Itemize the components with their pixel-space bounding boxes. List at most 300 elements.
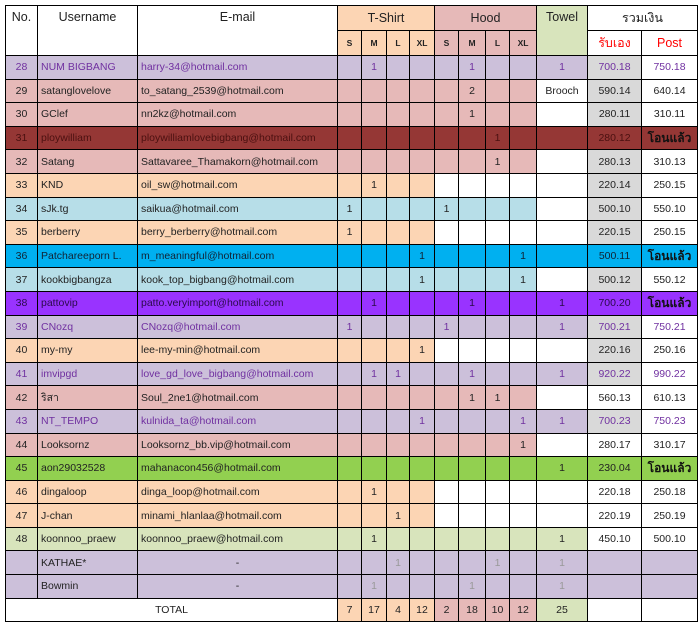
tshirt-m-qty: 1 [362, 575, 387, 599]
receive-amount: 700.20 [588, 291, 642, 315]
tshirt-s-qty [338, 457, 362, 481]
hood-xl-qty [510, 79, 537, 103]
hood-s-qty [435, 244, 459, 268]
row-username: sJk.tg [38, 197, 138, 221]
total-row [6, 598, 698, 622]
hood-xl-qty [510, 575, 537, 599]
tshirt-l-qty [387, 527, 410, 551]
hood-l-qty [486, 197, 510, 221]
hood-m-qty [459, 244, 486, 268]
hood-l-qty [486, 291, 510, 315]
hood-xl-qty [510, 339, 537, 363]
hood-xl-qty: 1 [510, 433, 537, 457]
paid-status: โอนแล้ว [642, 291, 698, 315]
hood-l-qty [486, 433, 510, 457]
row-email: love_gd_love_bigbang@hotmail.com [138, 362, 338, 386]
row-email: kook_top_bigbang@hotmail.com [138, 268, 338, 292]
towel-qty: 1 [537, 291, 588, 315]
paid-status: โอนแล้ว [642, 126, 698, 150]
receive-amount: 280.17 [588, 433, 642, 457]
towel-qty [537, 433, 588, 457]
post-amount: 310.17 [642, 433, 698, 457]
tshirt-m-qty [362, 339, 387, 363]
tshirt-m-qty: 1 [362, 291, 387, 315]
table-row[interactable] [6, 79, 698, 103]
table-row[interactable] [6, 504, 698, 528]
row-username: KND [38, 173, 138, 197]
tshirt-xl-qty [410, 551, 435, 575]
tshirt-m-qty [362, 197, 387, 221]
hood-s-qty: 1 [435, 315, 459, 339]
tshirt-xl-qty: 1 [410, 339, 435, 363]
row-email: saikua@hotmail.com [138, 197, 338, 221]
hood-s-qty [435, 291, 459, 315]
hood-xl-qty: 1 [510, 409, 537, 433]
table-row[interactable] [6, 197, 698, 221]
hood-l-qty [486, 362, 510, 386]
table-row[interactable] [6, 173, 698, 197]
tshirt-l-qty [387, 197, 410, 221]
tshirt-l-qty [387, 221, 410, 245]
receive-amount [588, 575, 642, 599]
row-email: berry_berberry@hotmail.com [138, 221, 338, 245]
tshirt-xl-qty [410, 386, 435, 410]
header-hood-m: M [459, 31, 486, 56]
hood-s-qty [435, 268, 459, 292]
hood-m-qty [459, 480, 486, 504]
hood-xl-qty [510, 457, 537, 481]
hood-l-qty [486, 575, 510, 599]
tshirt-l-qty [387, 150, 410, 174]
hood-l-qty [486, 315, 510, 339]
hood-xl-qty: 1 [510, 244, 537, 268]
hood-l-qty [486, 221, 510, 245]
row-username: pattovip [38, 291, 138, 315]
hood-s-qty [435, 433, 459, 457]
row-number: 45 [6, 457, 38, 481]
tshirt-s-qty: 1 [338, 315, 362, 339]
table-row[interactable] [6, 386, 698, 410]
row-number: 40 [6, 339, 38, 363]
tshirt-l-qty [387, 103, 410, 127]
row-email: CNozq@hotmail.com [138, 315, 338, 339]
tshirt-m-qty [362, 386, 387, 410]
tshirt-l-qty [387, 56, 410, 80]
receive-amount: 220.14 [588, 173, 642, 197]
total-hood-xl: 12 [510, 598, 537, 622]
tshirt-l-qty [387, 244, 410, 268]
post-amount: 750.18 [642, 56, 698, 80]
hood-xl-qty [510, 221, 537, 245]
row-username: dingaloop [38, 480, 138, 504]
row-number: 42 [6, 386, 38, 410]
tshirt-xl-qty [410, 433, 435, 457]
tshirt-xl-qty [410, 150, 435, 174]
receive-amount [588, 551, 642, 575]
hood-s-qty [435, 126, 459, 150]
hood-xl-qty [510, 504, 537, 528]
receive-amount: 700.21 [588, 315, 642, 339]
tshirt-s-qty [338, 150, 362, 174]
towel-qty: 1 [537, 315, 588, 339]
hood-s-qty [435, 551, 459, 575]
tshirt-s-qty [338, 244, 362, 268]
tshirt-m-qty [362, 409, 387, 433]
tshirt-m-qty: 1 [362, 527, 387, 551]
tshirt-m-qty [362, 150, 387, 174]
tshirt-m-qty [362, 221, 387, 245]
tshirt-xl-qty [410, 221, 435, 245]
hood-l-qty [486, 103, 510, 127]
row-number: 28 [6, 56, 38, 80]
row-username: kookbigbangza [38, 268, 138, 292]
table-row[interactable] [6, 291, 698, 315]
receive-amount: 220.15 [588, 221, 642, 245]
receive-amount: 560.13 [588, 386, 642, 410]
table-row[interactable] [6, 126, 698, 150]
tshirt-m-qty [362, 268, 387, 292]
towel-qty [537, 221, 588, 245]
tshirt-s-qty [338, 362, 362, 386]
header-hood-s: S [435, 31, 459, 56]
towel-qty: 1 [537, 457, 588, 481]
total-post-empty [642, 598, 698, 622]
tshirt-xl-qty: 1 [410, 244, 435, 268]
table-row[interactable] [6, 315, 698, 339]
hood-xl-qty [510, 386, 537, 410]
hood-l-qty [486, 56, 510, 80]
hood-xl-qty [510, 315, 537, 339]
towel-qty [537, 268, 588, 292]
tshirt-s-qty [338, 173, 362, 197]
table-row[interactable] [6, 551, 698, 575]
tshirt-xl-qty: 1 [410, 268, 435, 292]
header-hood: Hood [435, 6, 537, 31]
row-number [6, 551, 38, 575]
hood-xl-qty [510, 197, 537, 221]
hood-l-qty [486, 339, 510, 363]
row-email: harry-34@hotmail.com [138, 56, 338, 80]
row-email: - [138, 575, 338, 599]
hood-s-qty [435, 221, 459, 245]
towel-qty [537, 197, 588, 221]
receive-amount: 230.04 [588, 457, 642, 481]
tshirt-l-qty [387, 79, 410, 103]
towel-qty: 1 [537, 409, 588, 433]
paid-status: โอนแล้ว [642, 244, 698, 268]
tshirt-l-qty: 1 [387, 551, 410, 575]
tshirt-xl-qty [410, 197, 435, 221]
total-tshirt-xl: 12 [410, 598, 435, 622]
post-amount: 550.10 [642, 197, 698, 221]
tshirt-s-qty [338, 527, 362, 551]
row-username: aon29032528 [38, 457, 138, 481]
tshirt-l-qty [387, 409, 410, 433]
hood-s-qty [435, 56, 459, 80]
tshirt-xl-qty [410, 315, 435, 339]
table-row[interactable] [6, 150, 698, 174]
table-row[interactable] [6, 339, 698, 363]
row-number [6, 575, 38, 599]
header-hood-xl: XL [510, 31, 537, 56]
table-row[interactable] [6, 575, 698, 599]
table-row[interactable] [6, 457, 698, 481]
hood-s-qty [435, 504, 459, 528]
post-amount: 250.16 [642, 339, 698, 363]
hood-m-qty: 1 [459, 56, 486, 80]
tshirt-l-qty [387, 126, 410, 150]
tshirt-xl-qty [410, 173, 435, 197]
header-post: Post [642, 31, 698, 56]
total-hood-l: 10 [486, 598, 510, 622]
hood-m-qty [459, 457, 486, 481]
tshirt-m-qty [362, 551, 387, 575]
tshirt-l-qty: 1 [387, 362, 410, 386]
towel-qty [537, 173, 588, 197]
tshirt-l-qty [387, 457, 410, 481]
tshirt-m-qty [362, 126, 387, 150]
tshirt-s-qty [338, 504, 362, 528]
tshirt-l-qty [387, 386, 410, 410]
post-amount: 250.15 [642, 221, 698, 245]
receive-amount: 280.12 [588, 126, 642, 150]
header-hood-l: L [486, 31, 510, 56]
tshirt-m-qty: 1 [362, 362, 387, 386]
hood-l-qty [486, 504, 510, 528]
table-row[interactable] [6, 56, 698, 80]
hood-s-qty [435, 480, 459, 504]
header-tshirt-m: M [362, 31, 387, 56]
row-email: - [138, 551, 338, 575]
post-amount: 750.21 [642, 315, 698, 339]
table-row[interactable] [6, 362, 698, 386]
tshirt-l-qty [387, 339, 410, 363]
towel-qty: 1 [537, 527, 588, 551]
table-row[interactable] [6, 244, 698, 268]
tshirt-xl-qty [410, 126, 435, 150]
row-number: 34 [6, 197, 38, 221]
hood-m-qty: 1 [459, 575, 486, 599]
tshirt-s-qty [338, 56, 362, 80]
table-row[interactable] [6, 409, 698, 433]
receive-amount: 920.22 [588, 362, 642, 386]
tshirt-m-qty [362, 433, 387, 457]
header-receive: รับเอง [588, 31, 642, 56]
row-email: Sattavaree_Thamakorn@hotmail.com [138, 150, 338, 174]
post-amount: 610.13 [642, 386, 698, 410]
row-username: CNozq [38, 315, 138, 339]
tshirt-xl-qty: 1 [410, 409, 435, 433]
row-number: 35 [6, 221, 38, 245]
table-row[interactable] [6, 103, 698, 127]
tshirt-m-qty: 1 [362, 56, 387, 80]
tshirt-s-qty: 1 [338, 197, 362, 221]
tshirt-s-qty [338, 386, 362, 410]
table-row[interactable] [6, 480, 698, 504]
hood-m-qty [459, 339, 486, 363]
hood-s-qty [435, 575, 459, 599]
hood-m-qty [459, 150, 486, 174]
tshirt-xl-qty [410, 457, 435, 481]
receive-amount: 500.10 [588, 197, 642, 221]
post-amount: 640.14 [642, 79, 698, 103]
hood-m-qty [459, 197, 486, 221]
hood-l-qty [486, 268, 510, 292]
towel-qty: 1 [537, 56, 588, 80]
post-amount: 250.19 [642, 504, 698, 528]
hood-m-qty: 1 [459, 386, 486, 410]
post-amount [642, 575, 698, 599]
post-amount: 500.10 [642, 527, 698, 551]
hood-m-qty [459, 221, 486, 245]
hood-l-qty [486, 409, 510, 433]
row-username: satanglovelove [38, 79, 138, 103]
header-tshirt-xl: XL [410, 31, 435, 56]
header-tshirt-l: L [387, 31, 410, 56]
table-row[interactable] [6, 221, 698, 245]
post-amount: 750.23 [642, 409, 698, 433]
receive-amount: 220.16 [588, 339, 642, 363]
header-towel: Towel [537, 6, 588, 56]
tshirt-m-qty [362, 457, 387, 481]
hood-l-qty: 1 [486, 150, 510, 174]
row-number: 37 [6, 268, 38, 292]
towel-qty [537, 244, 588, 268]
row-username: Patchareeporn L. [38, 244, 138, 268]
receive-amount: 280.11 [588, 103, 642, 127]
orders-table [5, 5, 698, 622]
hood-xl-qty [510, 56, 537, 80]
table-row[interactable] [6, 433, 698, 457]
hood-m-qty [459, 504, 486, 528]
hood-m-qty: 1 [459, 362, 486, 386]
hood-m-qty [459, 173, 486, 197]
tshirt-s-qty [338, 575, 362, 599]
hood-l-qty: 1 [486, 551, 510, 575]
tshirt-xl-qty [410, 575, 435, 599]
tshirt-m-qty [362, 315, 387, 339]
tshirt-l-qty: 1 [387, 504, 410, 528]
tshirt-xl-qty [410, 291, 435, 315]
hood-s-qty [435, 339, 459, 363]
hood-l-qty [486, 527, 510, 551]
header-tshirt-s: S [338, 31, 362, 56]
total-tshirt-s: 7 [338, 598, 362, 622]
tshirt-xl-qty [410, 79, 435, 103]
towel-qty [537, 386, 588, 410]
table-row[interactable] [6, 268, 698, 292]
row-number: 48 [6, 527, 38, 551]
tshirt-l-qty [387, 291, 410, 315]
tshirt-xl-qty [410, 103, 435, 127]
hood-s-qty [435, 362, 459, 386]
hood-s-qty [435, 409, 459, 433]
header-username: Username [38, 6, 138, 56]
row-username: J-chan [38, 504, 138, 528]
row-username: Looksornz [38, 433, 138, 457]
towel-qty [537, 504, 588, 528]
row-email: koonnoo_praew@hotmail.com [138, 527, 338, 551]
tshirt-l-qty [387, 480, 410, 504]
hood-m-qty [459, 551, 486, 575]
row-number: 39 [6, 315, 38, 339]
receive-amount: 220.18 [588, 480, 642, 504]
row-number: 30 [6, 103, 38, 127]
header-no: No. [6, 6, 38, 56]
tshirt-s-qty [338, 79, 362, 103]
hood-xl-qty [510, 362, 537, 386]
towel-qty: 1 [537, 362, 588, 386]
header-tshirt: T-Shirt [338, 6, 435, 31]
hood-l-qty: 1 [486, 386, 510, 410]
header-total-money: รวมเงิน [588, 6, 698, 31]
post-amount: 990.22 [642, 362, 698, 386]
row-username: GClef [38, 103, 138, 127]
hood-xl-qty [510, 480, 537, 504]
total-tshirt-m: 17 [362, 598, 387, 622]
hood-l-qty: 1 [486, 126, 510, 150]
hood-l-qty [486, 173, 510, 197]
row-email: minami_hlanlaa@hotmail.com [138, 504, 338, 528]
hood-s-qty [435, 173, 459, 197]
receive-amount: 700.18 [588, 56, 642, 80]
tshirt-l-qty [387, 433, 410, 457]
total-towel: 25 [537, 598, 588, 622]
hood-l-qty [486, 457, 510, 481]
row-number: 41 [6, 362, 38, 386]
row-email: oil_sw@hotmail.com [138, 173, 338, 197]
tshirt-s-qty [338, 433, 362, 457]
hood-m-qty: 1 [459, 291, 486, 315]
tshirt-m-qty: 1 [362, 480, 387, 504]
tshirt-m-qty [362, 244, 387, 268]
hood-s-qty [435, 457, 459, 481]
hood-s-qty: 1 [435, 197, 459, 221]
hood-m-qty: 2 [459, 79, 486, 103]
tshirt-xl-qty [410, 504, 435, 528]
row-email: Soul_2ne1@hotmail.com [138, 386, 338, 410]
table-row[interactable] [6, 527, 698, 551]
row-number: 32 [6, 150, 38, 174]
row-username: my-my [38, 339, 138, 363]
header-row-1 [6, 6, 698, 31]
tshirt-xl-qty [410, 480, 435, 504]
row-number: 47 [6, 504, 38, 528]
post-amount: 250.15 [642, 173, 698, 197]
row-username: ริสา [38, 386, 138, 410]
row-username: koonnoo_praew [38, 527, 138, 551]
tshirt-s-qty [338, 268, 362, 292]
row-number: 44 [6, 433, 38, 457]
tshirt-l-qty [387, 173, 410, 197]
towel-qty [537, 103, 588, 127]
row-email: lee-my-min@hotmail.com [138, 339, 338, 363]
tshirt-s-qty [338, 126, 362, 150]
post-amount: 310.13 [642, 150, 698, 174]
paid-status: โอนแล้ว [642, 457, 698, 481]
total-hood-s: 2 [435, 598, 459, 622]
hood-m-qty [459, 433, 486, 457]
row-number: 33 [6, 173, 38, 197]
row-number: 29 [6, 79, 38, 103]
tshirt-m-qty [362, 103, 387, 127]
hood-xl-qty [510, 126, 537, 150]
tshirt-m-qty: 1 [362, 173, 387, 197]
tshirt-l-qty [387, 315, 410, 339]
tshirt-s-qty [338, 339, 362, 363]
tshirt-s-qty [338, 551, 362, 575]
row-email: kulnida_ta@hotmail.com [138, 409, 338, 433]
